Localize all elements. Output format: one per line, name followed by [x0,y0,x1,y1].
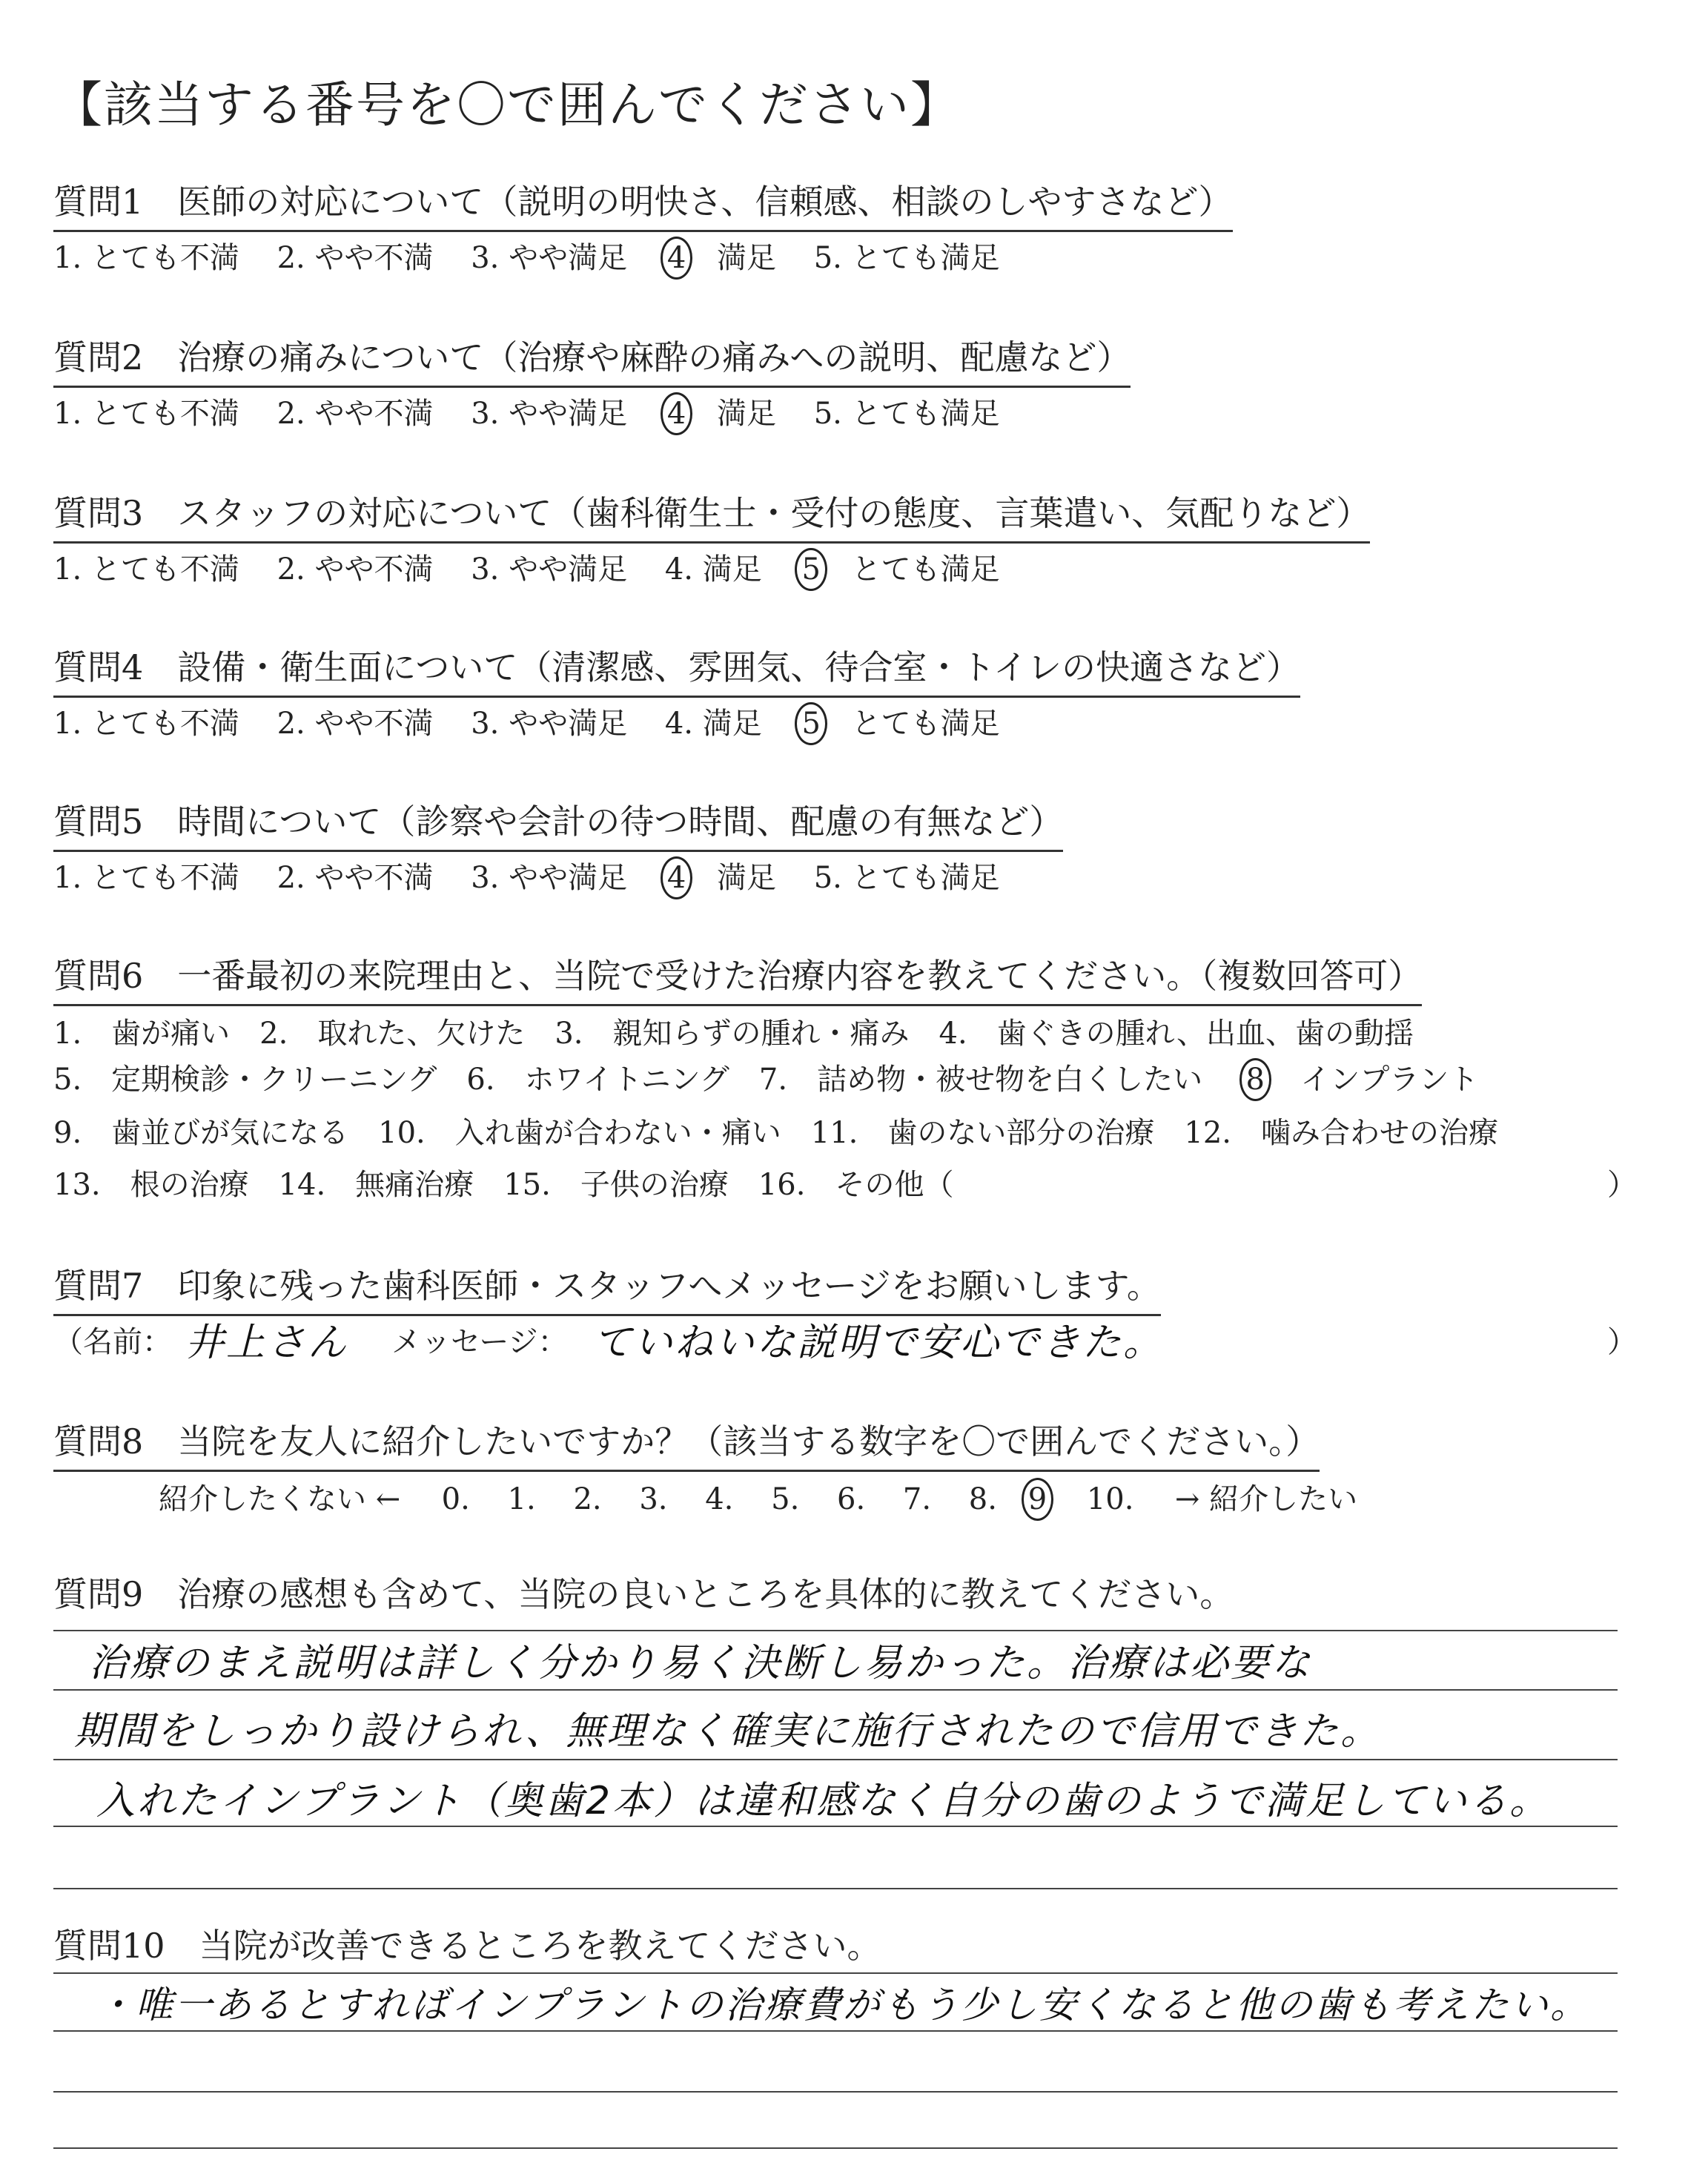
q1-option-4-label: 満足 [717,241,776,275]
q10-rule-3 [53,2091,1618,2093]
q4-option-3[interactable]: 3. やや満足 [471,707,628,741]
q6-other-close-paren: ） [1607,1168,1637,1202]
q10-rule-4 [53,2147,1618,2149]
q8-scale-10[interactable]: 10. [1086,1482,1134,1516]
q6-option-8-circled[interactable]: 8 [1239,1058,1271,1101]
q5-option-2[interactable]: 2. やや不満 [277,861,434,895]
q3-option-4[interactable]: 4. 満足 [664,552,762,587]
q8-scale-3[interactable]: 3. [639,1482,668,1516]
q8-left-label: 紹介したくない ← [159,1482,401,1516]
question-1-options [53,234,1000,280]
q6-option-8-label: インプラント [1300,1063,1479,1097]
q9-answer-line-3[interactable]: 入れたインプラント（奥歯2本）は違和感なく自分の歯のようで満足している。 [96,1779,1551,1823]
q6-options-row-2 [53,1056,1478,1101]
q8-scale [159,1476,1357,1521]
question-2-options [53,390,1000,435]
question-8-title: 質問8 当院を友人に紹介したいですか？（該当する数字を〇で囲んでください。） [53,1415,1320,1472]
q2-option-1[interactable]: 1. とても不満 [53,397,239,431]
q8-scale-8[interactable]: 8. [968,1482,997,1516]
question-6-title: 質問6 一番最初の来院理由と、当院で受けた治療内容を教えてください。（複数回答可） [53,949,1422,1006]
instruction-heading: 【該当する番号を〇で囲んでください】 [53,76,961,133]
q4-option-5-circled[interactable]: 5 [795,702,827,745]
q3-option-5-circled[interactable]: 5 [795,548,827,591]
q8-scale-4[interactable]: 4. [705,1482,734,1516]
q7-name-handwritten[interactable]: 井上さん [185,1321,349,1365]
q9-rule-1 [53,1630,1618,1631]
q1-option-4-circled[interactable]: 4 [661,237,692,280]
question-4-options [53,700,1000,745]
q7-message-label: メッセージ： [391,1325,568,1359]
q2-option-3[interactable]: 3. やや満足 [471,397,628,431]
question-3-title: 質問3 スタッフの対応について（歯科衛生士・受付の態度、言葉遣い、気配りなど） [53,486,1370,544]
q8-scale-6[interactable]: 6. [837,1482,866,1516]
q2-option-4-label: 満足 [717,397,776,431]
q4-option-5-label: とても満足 [851,707,1000,741]
q1-option-5[interactable]: 5. とても満足 [813,241,1000,275]
q3-option-1[interactable]: 1. とても不満 [53,552,239,587]
q7-message-handwritten[interactable]: ていねいな説明で安心できた。 [593,1321,1165,1365]
q8-scale-0[interactable]: 0. [441,1482,470,1516]
q8-scale-7[interactable]: 7. [902,1482,932,1516]
q2-option-5[interactable]: 5. とても満足 [813,397,1000,431]
q2-option-2[interactable]: 2. やや不満 [277,397,434,431]
q5-option-4-circled[interactable]: 4 [661,856,692,899]
q5-option-1[interactable]: 1. とても不満 [53,861,239,895]
q8-scale-2[interactable]: 2. [573,1482,602,1516]
q6-options-row-3[interactable]: 9. 歯並びが気になる 10. 入れ歯が合わない・痛い 11. 歯のない部分の治療 12. 噛み合わせの治療 [53,1116,1499,1150]
question-10-title: 質問10 当院が改善できるところを教えてください。 [53,1926,881,1966]
question-2-title: 質問2 治療の痛みについて（治療や麻酔の痛みへの説明、配慮など） [53,331,1131,388]
q9-rule-2 [53,1689,1618,1691]
q1-option-2[interactable]: 2. やや不満 [277,241,434,275]
q3-option-2[interactable]: 2. やや不満 [277,552,434,587]
q4-option-4[interactable]: 4. 満足 [664,707,762,741]
q9-answer-line-2[interactable]: 期間をしっかり設けられ、無理なく確実に施行されたので信用できた。 [74,1709,1382,1754]
q8-scale-1[interactable]: 1. [507,1482,536,1516]
q10-rule-2 [53,2030,1618,2032]
q2-option-4-circled[interactable]: 4 [661,392,692,435]
q8-right-label: → 紹介したい [1174,1482,1358,1516]
q9-rule-4 [53,1826,1618,1827]
q8-scale-5[interactable]: 5. [771,1482,800,1516]
q9-answer-line-1[interactable]: 治療のまえ説明は詳しく分かり易く決断し易かった。治療は必要な [89,1641,1313,1685]
question-1-title: 質問1 医師の対応について（説明の明快さ、信頼感、相談のしやすさなど） [53,175,1233,232]
q8-scale-9-circled[interactable]: 9 [1022,1478,1053,1521]
q10-answer-line-1[interactable]: ・唯一あるとすればインプラントの治療費がもう少し安くなると他の歯も考えたい。 [96,1984,1589,2027]
q3-option-5-label: とても満足 [851,552,1000,587]
q5-option-3[interactable]: 3. やや満足 [471,861,628,895]
q6-options-row-2a[interactable]: 5. 定期検診・クリーニング 6. ホワイトニング 7. 詰め物・被せ物を白くしたい [53,1063,1203,1097]
q6-options-row-4[interactable]: 13. 根の治療 14. 無痛治療 15. 子供の治療 16. その他（ [53,1168,954,1202]
q5-option-5[interactable]: 5. とても満足 [813,861,1000,895]
q7-name-label: （名前： [53,1325,172,1359]
q9-rule-5 [53,1888,1618,1889]
question-5-title: 質問5 時間について（診察や会計の待つ時間、配慮の有無など） [53,795,1063,852]
question-5-options [53,854,1000,899]
q4-option-2[interactable]: 2. やや不満 [277,707,434,741]
question-9-title: 質問9 治療の感想も含めて、当院の良いところを具体的に教えてください。 [53,1574,1234,1614]
q10-rule-1 [53,1972,1618,1974]
q5-option-4-label: 満足 [717,861,776,895]
q1-option-3[interactable]: 3. やや満足 [471,241,628,275]
q9-rule-3 [53,1759,1618,1760]
q7-close-paren: ） [1607,1325,1637,1359]
q6-options-row-1[interactable]: 1. 歯が痛い 2. 取れた、欠けた 3. 親知らずの腫れ・痛み 4. 歯ぐきの腫れ、出血、歯の動揺 [53,1017,1414,1051]
q4-option-1[interactable]: 1. とても不満 [53,707,239,741]
q3-option-3[interactable]: 3. やや満足 [471,552,628,587]
question-7-title: 質問7 印象に残った歯科医師・スタッフへメッセージをお願いします。 [53,1259,1161,1316]
q1-option-1[interactable]: 1. とても不満 [53,241,239,275]
question-3-options [53,546,1000,591]
question-4-title: 質問4 設備・衛生面について（清潔感、雰囲気、待合室・トイレの快適さなど） [53,641,1300,698]
